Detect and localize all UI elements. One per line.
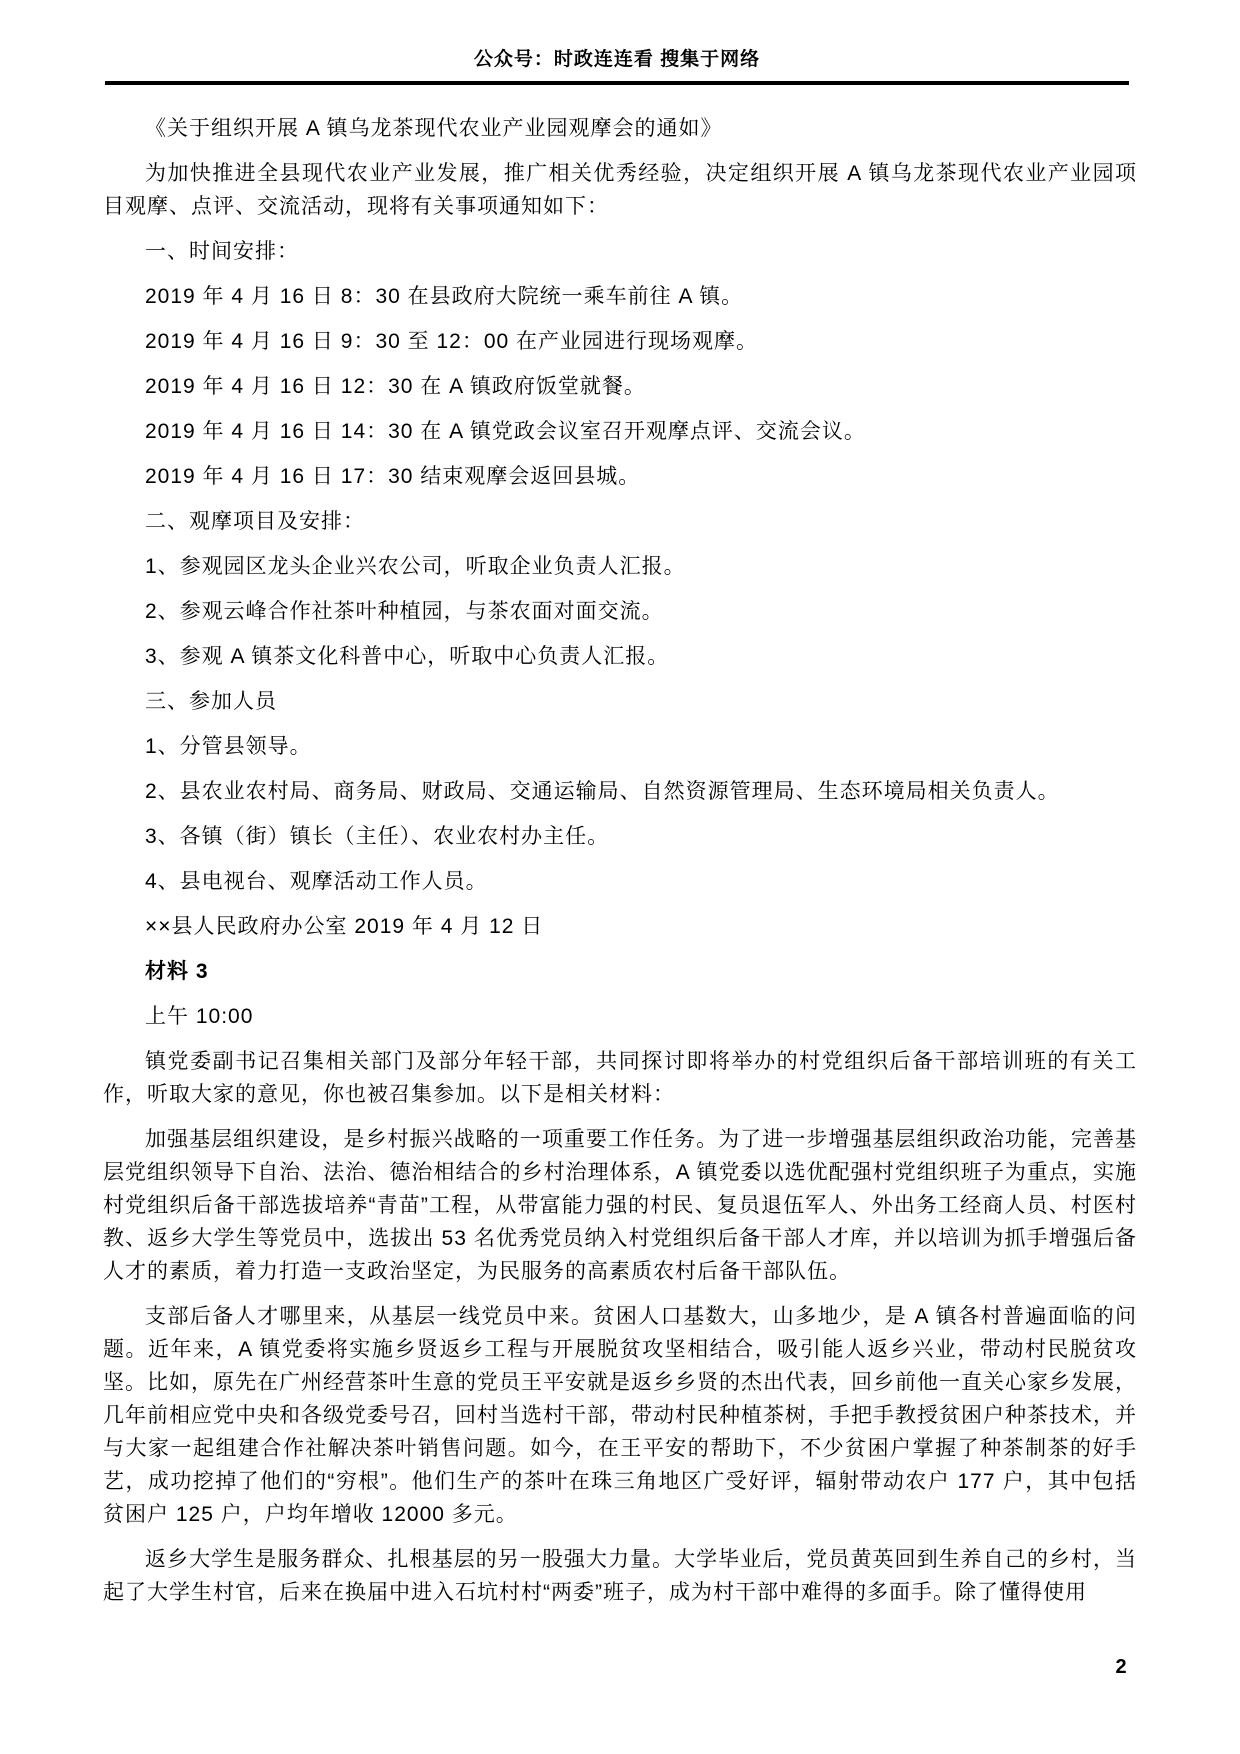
paragraph: 3、参观 A 镇茶文化科普中心，听取中心负责人汇报。 (145, 645, 670, 668)
paragraph: 4、县电视台、观摩活动工作人员。 (145, 870, 488, 893)
paragraph: ××县人民政府办公室 2019 年 4 月 12 日 (145, 915, 544, 938)
paragraph: 三、参加人员 (145, 690, 277, 713)
paragraph: 一、时间安排： (145, 240, 299, 263)
paragraph: 镇党委副书记召集相关部门及部分年轻干部，共同探讨即将举办的村党组织后备干部培训班的有关工作，听取大家的意见，你也被召集参加。以下是相关材料： (103, 1050, 1137, 1106)
paragraph: 2019 年 4 月 16 日 17：30 结束观摩会返回县城。 (145, 465, 641, 488)
document-body (103, 100, 1137, 1621)
paragraph: 材料 3 (145, 960, 209, 983)
paragraph: 2、县农业农村局、商务局、财政局、交通运输局、自然资源管理局、生态环境局相关负责人。 (145, 780, 1060, 803)
paragraph: 2019 年 4 月 16 日 8：30 在县政府大院统一乘车前往 A 镇。 (145, 285, 744, 308)
paragraph: 加强基层组织建设，是乡村振兴战略的一项重要工作任务。为了进一步增强基层组织政治功能，完善基层党组织领导下自治、法治、德治相结合的乡村治理体系，A 镇党委以选优配强村党组织班子为重点，实施村党组织后备干部选拔培养“青苗”工程，从带富能力强的村民、复员退伍军人、外出务工经商人员、村医村教、返乡大学生等党员中，选拔出 53 名优秀党员纳入村党组织后备干部人才库，并以培训为抓手增强后备人才的素质，着力打造一支政治坚定，为民服务的高素质农村后备干部队伍。 (103, 1128, 1137, 1283)
paragraph: 1、参观园区龙头企业兴农公司，听取企业负责人汇报。 (145, 555, 686, 578)
paragraph: 上午 10:00 (145, 1005, 254, 1028)
page-header (105, 44, 1129, 85)
paragraph: 返乡大学生是服务群众、扎根基层的另一股强大力量。大学毕业后，党员黄英回到生养自己的乡村，当起了大学生村官，后来在换届中进入石坑村村“两委”班子，成为村干部中难得的多面手。除了懂得使用 (103, 1548, 1137, 1604)
paragraph: 支部后备人才哪里来，从基层一线党员中来。贫困人口基数大，山多地少，是 A 镇各村普遍面临的问题。近年来，A 镇党委将实施乡贤返乡工程与开展脱贫攻坚相结合，吸引能人返乡兴业，带动村民脱贫攻坚。比如，原先在广州经营茶叶生意的党员王平安就是返乡乡贤的杰出代表，回乡前他一直关心家乡发展，几年前相应党中央和各级党委号召，回村当选村干部，带动村民种植茶树，手把手教授贫困户种茶技术，并与大家一起组建合作社解决茶叶销售问题。如今，在王平安的帮助下，不少贫困户掌握了种茶制茶的好手艺，成功挖掉了他们的“穷根”。他们生产的茶叶在珠三角地区广受好评，辐射带动农户 177 户，其中包括贫困户 125 户，户均年增收 12000 多元。 (103, 1305, 1137, 1526)
paragraph: 为加快推进全县现代农业产业发展，推广相关优秀经验，决定组织开展 A 镇乌龙茶现代农业产业园项目观摩、点评、交流活动，现将有关事项通知如下： (103, 162, 1137, 218)
paragraph: 2、参观云峰合作社茶叶种植园，与茶农面对面交流。 (145, 600, 664, 623)
page-number: 2 (1115, 1656, 1127, 1678)
paragraph: 二、观摩项目及安排： (145, 510, 365, 533)
paragraph: 2019 年 4 月 16 日 14：30 在 A 镇党政会议室召开观摩点评、交流会议。 (145, 420, 866, 443)
paragraph: 3、各镇（街）镇长（主任）、农业农村办主任。 (145, 825, 610, 848)
paragraph: 2019 年 4 月 16 日 9：30 至 12：00 在产业园进行现场观摩。 (145, 330, 759, 353)
header-watermark-text: 公众号：时政连连看 搜集于网络 (473, 49, 761, 70)
paragraph: 2019 年 4 月 16 日 12：30 在 A 镇政府饭堂就餐。 (145, 375, 646, 398)
paragraph: 1、分管县领导。 (145, 735, 312, 758)
paragraph: 《关于组织开展 A 镇乌龙茶现代农业产业园观摩会的通如》 (145, 117, 723, 140)
